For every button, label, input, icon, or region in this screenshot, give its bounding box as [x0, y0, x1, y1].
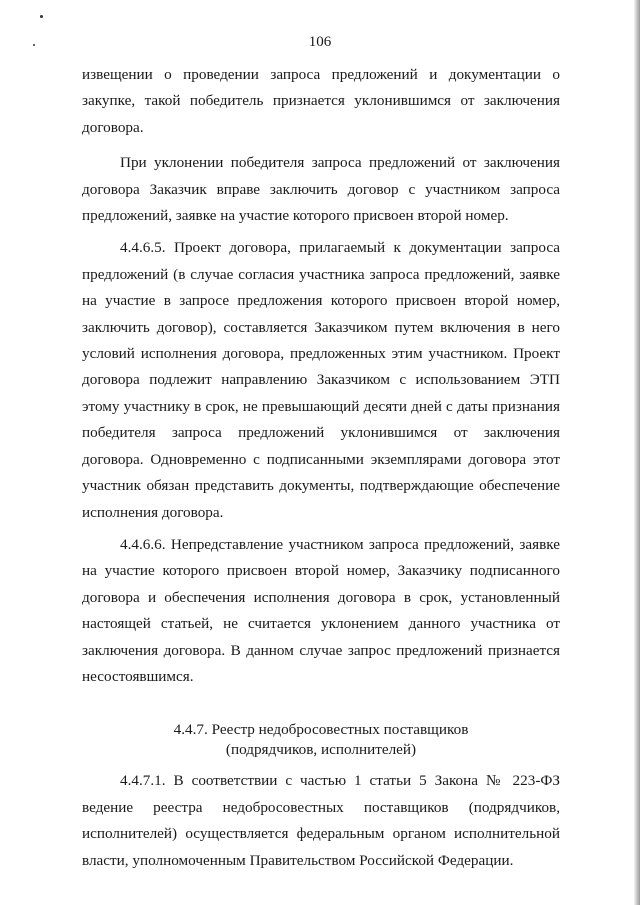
paragraph-evasion: При уклонении победителя запроса предложений от заключения договора Заказчик вправе заключить договор с участником запроса предложений, заявке на участие которого присвоен второй номер.	[82, 154, 560, 225]
scan-speck	[40, 15, 43, 18]
section-heading	[82, 720, 560, 760]
section-heading-line-1: 4.4.7. Реестр недобросовестных поставщиков	[173, 721, 469, 739]
paragraph-4-4-6-5: 4.4.6.5. Проект договора, прилагаемый к документации запроса предложений (в случае согласия участника запроса предложений, заявке на участие в запросе предложения которого присвоен второй номер, заключить договор), составляется Заказчиком путем включения в него условий исполнения договора, предложенных этим участником. Проект договора подлежит направлению Заказчиком с использованием ЭТП этому участнику в срок, не превышающий десяти дней с даты признания победителя запроса предложений уклонившимся от заключения договора. Одновременно с подписанными экземплярами договора этот участник обязан представить документы, подтверждающие обеспечение исполнения договора.	[82, 239, 560, 521]
body-text	[82, 62, 560, 874]
paragraph-continuation: извещении о проведении запроса предложений и документации о закупке, такой победитель признается уклонившимся от заключения договора.	[82, 66, 560, 136]
page-edge-shadow	[634, 0, 640, 905]
page-number: 106	[308, 34, 332, 50]
paragraph-4-4-7-1: 4.4.7.1. В соответствии с частью 1 статьи 5 Закона № 223-ФЗ ведение реестра недобросовестных поставщиков (подрядчиков, исполнителей) осуществляется федеральным органом исполнительной власти, уполномоченным Правительством Российской Федерации.	[82, 772, 560, 869]
paragraph-4-4-6-6: 4.4.6.6. Непредставление участником запроса предложений, заявке на участие которого присвоен второй номер, Заказчику подписанного договора и обеспечения исполнения договора в срок, установленный настоящей статьей, не считается уклонением данного участника от заключения договора. В данном случае запрос предложений признается несостоявшимся.	[82, 535, 560, 685]
section-heading-line-2: (подрядчиков, исполнителей)	[225, 741, 417, 759]
